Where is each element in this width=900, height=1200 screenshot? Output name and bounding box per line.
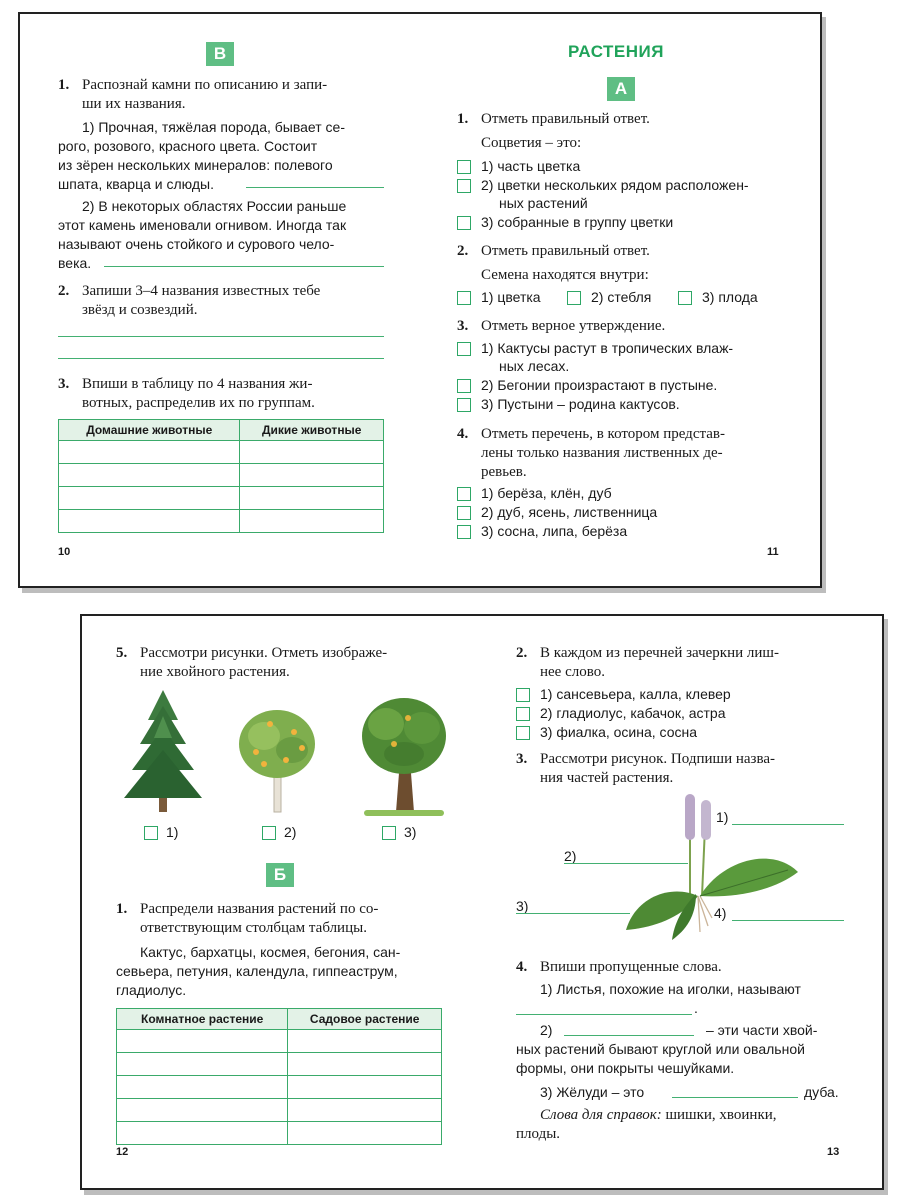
option-label: 2) стебля — [591, 289, 652, 305]
table-cell[interactable] — [288, 1030, 442, 1053]
answer-line-part-2[interactable] — [564, 863, 688, 864]
answer-checkbox[interactable] — [457, 291, 471, 305]
table-cell[interactable] — [288, 1099, 442, 1122]
answer-line-fill-3[interactable] — [672, 1097, 798, 1098]
option-label-cont: ных лесах. — [499, 358, 570, 374]
conifer-tree-image — [118, 686, 208, 816]
p11-question-1: 1. Отметь правильный ответ. — [457, 111, 650, 127]
q1-description-1-line3: из зёрен нескольких минералов: полевого — [58, 157, 333, 173]
answer-checkbox[interactable] — [144, 826, 158, 840]
option-label: 2) дуб, ясень, лиственница — [481, 504, 658, 520]
workbook-spread-bottom — [80, 614, 884, 1190]
p11-q4-text-cont2: ревьев. — [481, 464, 527, 480]
p11-question-4: 4. Отметь перечень, в котором представ- — [457, 426, 725, 442]
p12-q1-text-cont: ответствующим столбцам таблицы. — [140, 920, 367, 936]
answer-line-part-1[interactable] — [732, 824, 844, 825]
answer-line-stone-1[interactable] — [246, 187, 384, 188]
question-5-text: 5. Рассмотри рисунки. Отметь изображе- — [116, 645, 388, 661]
page-title: РАСТЕНИЯ — [568, 42, 664, 61]
q1-description-1: 1) Прочная, тяжёлая порода, бывает се- — [82, 119, 345, 135]
question-1-text-cont: ши их названия. — [82, 96, 186, 112]
plants-table — [116, 1008, 442, 1145]
table-cell[interactable] — [240, 510, 384, 533]
table-cell[interactable] — [59, 487, 240, 510]
fill-in-2: – эти части хвой- — [706, 1022, 818, 1038]
option-label: 1) Кактусы растут в тропических влаж- — [481, 340, 734, 356]
p13-question-4: 4. Впиши пропущенные слова. — [516, 959, 722, 975]
answer-checkbox[interactable] — [457, 525, 471, 539]
answer-checkbox[interactable] — [382, 826, 396, 840]
table-cell[interactable] — [240, 441, 384, 464]
answer-checkbox[interactable] — [457, 160, 471, 174]
answer-line-fill-1[interactable] — [516, 1014, 692, 1015]
answer-line-stars-2[interactable] — [58, 358, 384, 359]
answer-checkbox[interactable] — [516, 726, 530, 740]
option-label: 1) берёза, клён, дуб — [481, 485, 612, 501]
question-2-text: 2. Запиши 3–4 названия известных тебе — [58, 283, 321, 299]
plant-list-line2: севьера, петуния, календула, гиппеаструм, — [116, 963, 398, 979]
p11-q4-text-cont: лены только названия лиственных де- — [481, 445, 723, 461]
page-number-13: 13 — [827, 1146, 840, 1158]
fill-in-2-line3: формы, они покрыты чешуйками. — [516, 1060, 735, 1076]
p11-question-2: 2. Отметь правильный ответ. — [457, 243, 650, 259]
option-label: 2) гладиолус, кабачок, астра — [540, 705, 726, 721]
option-label: 3) Пустыни – родина кактусов. — [481, 396, 680, 412]
page-number-10: 10 — [58, 546, 71, 558]
oak-tree-image — [358, 694, 450, 818]
animals-table — [58, 419, 384, 533]
answer-checkbox[interactable] — [678, 291, 692, 305]
fill-in-1: 1) Листья, похожие на иголки, называют — [540, 981, 801, 997]
option-label: 3) фиалка, осина, сосна — [540, 724, 697, 740]
q1-description-2-line3: называют очень стойкого и сурового чело- — [58, 236, 335, 252]
question-3-text-cont: вотных, распределив их по группам. — [82, 395, 315, 411]
option-label: 2) — [284, 824, 297, 840]
page-number-11: 11 — [767, 546, 779, 558]
plant-list: Кактус, бархатцы, космея, бегония, сан- — [140, 944, 401, 960]
table-cell[interactable] — [240, 487, 384, 510]
option-label: 3) плода — [702, 289, 758, 305]
table-cell[interactable] — [59, 464, 240, 487]
part-label-3: 3) — [516, 898, 529, 914]
p11-q1-prompt: Соцветия – это: — [481, 135, 582, 151]
answer-checkbox[interactable] — [457, 487, 471, 501]
option-label: 3) сосна, липа, берёза — [481, 523, 628, 539]
p13-q3-text-cont: ния частей растения. — [540, 770, 674, 786]
answer-checkbox[interactable] — [457, 216, 471, 230]
table-cell[interactable] — [288, 1076, 442, 1099]
question-1-text: 1. Распознай камни по описанию и запи- — [58, 77, 328, 93]
answer-line-stars-1[interactable] — [58, 336, 384, 337]
table-cell[interactable] — [240, 464, 384, 487]
p13-question-2: 2. В каждом из перечней зачеркни лиш- — [516, 645, 779, 661]
q1-description-2-line4: века. — [58, 255, 92, 271]
answer-checkbox[interactable] — [567, 291, 581, 305]
fill-in-1-end: . — [694, 1000, 698, 1016]
p12-question-1: 1. Распредели названия растений по со- — [116, 901, 379, 917]
answer-checkbox[interactable] — [516, 688, 530, 702]
answer-checkbox[interactable] — [516, 707, 530, 721]
table-cell[interactable] — [117, 1053, 288, 1076]
p11-question-3: 3. Отметь верное утверждение. — [457, 318, 666, 334]
q1-description-1-line4: шпата, кварца и слюды. — [58, 176, 214, 192]
table-cell[interactable] — [59, 441, 240, 464]
table-cell[interactable] — [59, 510, 240, 533]
answer-checkbox[interactable] — [457, 398, 471, 412]
page-number-12: 12 — [116, 1146, 129, 1158]
fill-in-3-start: 3) Жёлуди – это — [540, 1084, 645, 1100]
table-cell[interactable] — [117, 1030, 288, 1053]
hint-words: Слова для справок: шишки, хвоинки, — [540, 1107, 777, 1123]
question-2-text-cont: звёзд и созвездий. — [82, 302, 198, 318]
answer-line-stone-2[interactable] — [104, 266, 384, 267]
fill-in-3-end: дуба. — [804, 1084, 839, 1100]
table-header: Домашние животные — [59, 420, 240, 441]
fill-in-2-start: 2) — [540, 1022, 553, 1038]
answer-checkbox[interactable] — [457, 506, 471, 520]
answer-line-part-3[interactable] — [516, 913, 630, 914]
answer-line-fill-2[interactable] — [564, 1035, 694, 1036]
p13-q2-text-cont: нее слово. — [540, 664, 605, 680]
table-header: Дикие животные — [240, 420, 384, 441]
question-5-text-cont: ние хвойного растения. — [140, 664, 290, 680]
question-3-text: 3. Впиши в таблицу по 4 названия жи- — [58, 376, 313, 392]
option-label: 2) цветки нескольких рядом расположен- — [481, 177, 749, 193]
option-label: 2) Бегонии произрастают в пустыне. — [481, 377, 718, 393]
option-label: 1) — [166, 824, 179, 840]
q1-description-1-line2: рого, розового, красного цвета. Состоит — [58, 138, 318, 154]
q1-description-2-line2: этот камень именовали огнивом. Иногда так — [58, 217, 347, 233]
hint-words-line2: плоды. — [516, 1126, 561, 1142]
answer-line-part-4[interactable] — [732, 920, 844, 921]
plant-list-line3: гладиолус. — [116, 982, 187, 998]
part-label-1: 1) — [716, 809, 729, 825]
section-letter-a: А — [607, 77, 635, 101]
section-letter-b: Б — [266, 863, 294, 887]
answer-checkbox[interactable] — [262, 826, 276, 840]
table-cell[interactable] — [288, 1053, 442, 1076]
option-label-cont: ных растений — [499, 195, 588, 211]
table-cell[interactable] — [117, 1099, 288, 1122]
option-label: 1) сансевьера, калла, клевер — [540, 686, 731, 702]
p11-q2-prompt: Семена находятся внутри: — [481, 267, 649, 283]
table-header: Садовое растение — [288, 1009, 442, 1030]
part-label-2: 2) — [564, 848, 577, 864]
q1-description-2: 2) В некоторых областях России раньше — [82, 198, 347, 214]
option-label: 3) собранные в группу цветки — [481, 214, 674, 230]
option-label: 3) — [404, 824, 417, 840]
answer-checkbox[interactable] — [457, 342, 471, 356]
option-label: 1) часть цветка — [481, 158, 581, 174]
workbook-spread-top — [18, 12, 822, 588]
answer-checkbox[interactable] — [457, 379, 471, 393]
table-cell[interactable] — [117, 1076, 288, 1099]
answer-checkbox[interactable] — [457, 179, 471, 193]
part-label-4: 4) — [714, 905, 727, 921]
apple-tree-image — [234, 704, 320, 816]
table-cell[interactable] — [288, 1122, 442, 1145]
section-letter-v: В — [206, 42, 234, 66]
option-label: 1) цветка — [481, 289, 541, 305]
fill-in-2-line2: ных растений бывают круглой или овальной — [516, 1041, 805, 1057]
table-cell[interactable] — [117, 1122, 288, 1145]
p13-question-3: 3. Рассмотри рисунок. Подпиши назва- — [516, 751, 775, 767]
table-header: Комнатное растение — [117, 1009, 288, 1030]
